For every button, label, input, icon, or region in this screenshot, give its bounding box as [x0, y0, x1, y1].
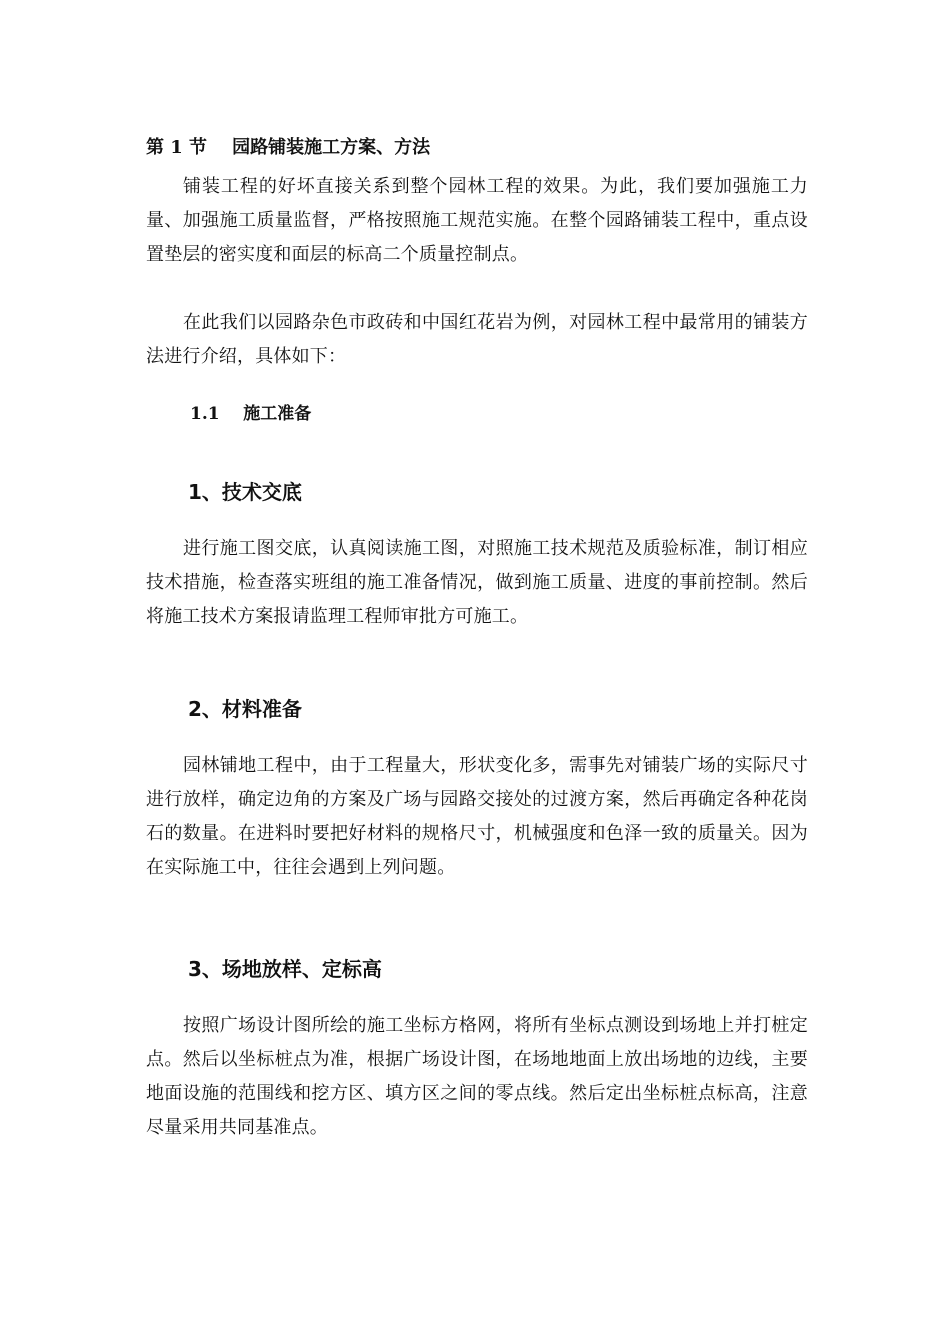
heading-technical-briefing: 1、技术交底 [188, 480, 302, 504]
subsection-title: 1.1 施工准备 [190, 404, 312, 424]
intro-paragraph-2: 在此我们以园路杂色市政砖和中国红花岩为例，对园林工程中最常用的铺装方法进行介绍，具体如下： [146, 312, 808, 367]
paragraph-material-preparation: 园林铺地工程中，由于工程量大，形状变化多，需事先对铺装广场的实际尺寸进行放样，确定边角的方案及广场与园路交接处的过渡方案，然后再确定各种花岗石的数量。在进料时要把好材料的规格尺寸，机械强度和色泽一致的质量关。因为在实际施工中，往往会遇到上列问题。 [146, 755, 808, 878]
heading-material-preparation: 2、材料准备 [188, 697, 302, 721]
intro-paragraph-1: 铺装工程的好坏直接关系到整个园林工程的效果。为此，我们要加强施工力量、加强施工质量监督，严格按照施工规范实施。在整个园路铺装工程中，重点设置垫层的密实度和面层的标高二个质量控制点。 [146, 176, 808, 265]
heading-site-layout: 3、场地放样、定标高 [188, 957, 382, 981]
section-title: 第 1 节 园路铺装施工方案、方法 [146, 137, 431, 158]
paragraph-site-layout: 按照广场设计图所绘的施工坐标方格网，将所有坐标点测设到场地上并打桩定点。然后以坐标桩点为准，根据广场设计图，在场地地面上放出场地的边线，主要地面设施的范围线和挖方区、填方区之间的零点线。然后定出坐标桩点标高，注意尽量采用共同基准点。 [146, 1015, 808, 1138]
paragraph-technical-briefing: 进行施工图交底，认真阅读施工图，对照施工技术规范及质验标准，制订相应技术措施，检查落实班组的施工准备情况，做到施工质量、进度的事前控制。然后将施工技术方案报请监理工程师审批方可施工。 [146, 538, 808, 627]
